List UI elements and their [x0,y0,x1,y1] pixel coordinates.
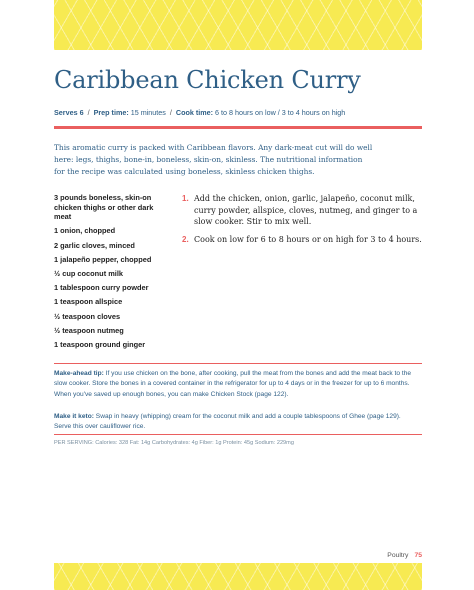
recipe-meta [54,108,345,117]
nutrition-info: PER SERVING: Calories: 328 Fat: 14g Carbohydrates: 4g Fiber: 1g Protein: 45g Sodium: 229mg [54,440,294,446]
ingredient-item: 2 garlic cloves, minced [54,240,135,250]
prep-time-label: Prep time: [93,108,129,117]
decorative-header-band [54,0,422,50]
prep-time-value: 15 minutes [130,108,166,117]
instruction-step [182,234,422,246]
recipe-intro: This aromatic curry is packed with Caribbean flavors. Any dark-meat cut will do well here: legs, thighs, bone-in, boneless, skin-on, skinless. The nutritional information for the recipe was calculated using boneless, skinless chicken thighs. [54,143,373,176]
make-ahead-label: Make-ahead tip: [54,370,104,377]
page-footer [387,552,422,559]
make-ahead-tip [54,369,414,400]
ingredient-item: ½ teaspoon nutmeg [54,325,124,335]
cook-time-label: Cook time: [175,108,214,117]
step-text: Add the chicken, onion, garlic, jalapeño, coconut milk, curry powder, allspice, cloves, nutmeg, and ginger to a slow cooker. Stir to mix well. [194,194,418,226]
ingredient-item: 1 jalapeño pepper, chopped [54,254,152,264]
step-text: Cook on low for 6 to 8 hours or on high for 3 to 4 hours. [194,234,422,244]
ingredient-item: ½ teaspoon cloves [54,311,121,321]
keto-text: Swap in heavy (whipping) cream for the coconut milk and add a couple tablespoons of Ghee (page 129). Serve this over cauliflower rice. [54,413,401,431]
decorative-footer-band [54,563,422,590]
ingredient-item: 1 teaspoon allspice [54,297,123,307]
keto-label: Make it keto: [54,413,94,420]
ingredient-item: 1 onion, chopped [54,226,116,236]
cook-time-value: 6 to 8 hours on low / 3 to 4 hours on high [215,108,346,117]
recipe-title: Caribbean Chicken Curry [54,66,361,94]
meta-separator: / [169,108,172,117]
keto-tip [54,412,414,433]
ingredient-item: 3 pounds boneless, skin-on chicken thighs or other dark meat [54,193,154,222]
ingredient-list [54,193,164,354]
ingredient-item: 1 teaspoon ground ginger [54,339,146,349]
meta-separator: / [87,108,90,117]
serves-label: Serves 6 [54,108,84,117]
page-number: 75 [414,552,422,559]
section-name: Poultry [387,552,409,559]
tips-bottom-divider [54,434,422,435]
title-divider [54,126,422,129]
tips-top-divider [54,363,422,364]
ingredient-item: ½ cup coconut milk [54,268,123,278]
instruction-list [182,193,422,251]
instruction-step [182,193,422,228]
step-number: 1. [182,194,189,203]
ingredient-item: 1 tablespoon curry powder [54,283,149,293]
step-number: 2. [182,234,189,244]
make-ahead-text: If you use chicken on the bone, after cooking, pull the meat from the bones and add the meat back to the slow cooker. Store the bones in a covered container in the refrigerator for up to 4 days or in the freezer for up to 6 months. When you've saved up enough bones, you can make Chicken Stock (page 122). [54,370,412,398]
